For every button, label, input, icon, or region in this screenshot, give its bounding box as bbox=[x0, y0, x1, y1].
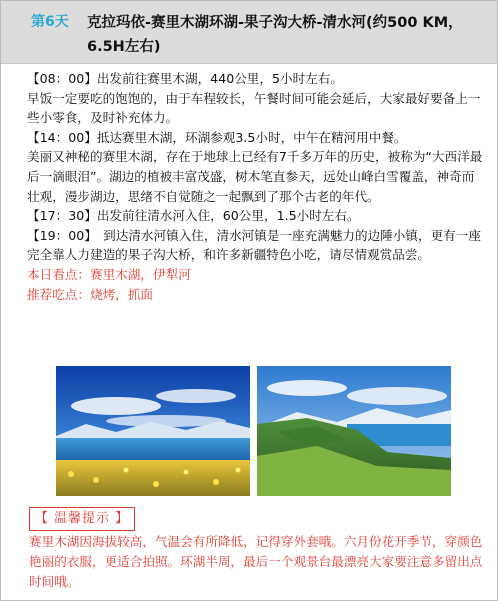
lake-description: 美丽又神秘的赛里木湖，存在于地球上已经有7千多万年的历史，被称为“大西洋最后一滴眼泪”。湖边的植被丰富茂盛，树木笔直参天，远处山峰白雪覆盖，神奇而壮观，漫步湖边，思绪不自觉随之一起飘到了那个古老的年代。 bbox=[27, 149, 483, 204]
schedule-1900: 【19：00】 到达清水河镇入住，清水河镇是一座充满魅力的边陲小镇，更有一座完全靠人力建造的果子沟大桥，和许多新疆特色小吃，请尽情观赏品尝。 bbox=[27, 227, 481, 263]
schedule-1730: 【17：30】出发前往清水河入住，60公里，1.5小时左右。 bbox=[27, 208, 360, 224]
lake-flowers-photo bbox=[56, 366, 250, 496]
itinerary-content bbox=[27, 69, 485, 304]
highlight-sights: 本日看点：赛里木湖，伊犁河 bbox=[27, 266, 191, 282]
warm-tip-label: 【 温馨提示 】 bbox=[29, 507, 135, 531]
day-header bbox=[1, 1, 497, 64]
day-title: 克拉玛依-赛里木湖环湖-果子沟大桥-清水河(约500 KM，6.5H左右) bbox=[87, 15, 463, 55]
breakfast-note: 早饭一定要吃的饱饱的，由于车程较长，午餐时间可能会延后，大家最好要备上一些小零食，及时补充体力。 bbox=[27, 90, 481, 126]
photo-row bbox=[56, 366, 451, 496]
schedule-0800: 【08：00】出发前往赛里木湖，440公里，5小时左右。 bbox=[27, 71, 343, 86]
day-number: 第6天 bbox=[31, 14, 69, 30]
schedule-1400: 【14：00】抵达赛里木湖，环湖参观3.5小时，中午在精河用中餐。 bbox=[27, 129, 407, 145]
warm-tip-text: 赛里木湖因海拔较高，气温会有所降低，记得穿外套哦。六月份花开季节，穿颜色艳丽的衣服，更适合拍照。环湖半周，最后一个观景台最漂亮大家要注意多留出点时间哦。 bbox=[29, 534, 483, 589]
lake-mountain-photo bbox=[257, 366, 451, 496]
highlight-food: 推荐吃点：烧烤，抓面 bbox=[27, 286, 153, 302]
